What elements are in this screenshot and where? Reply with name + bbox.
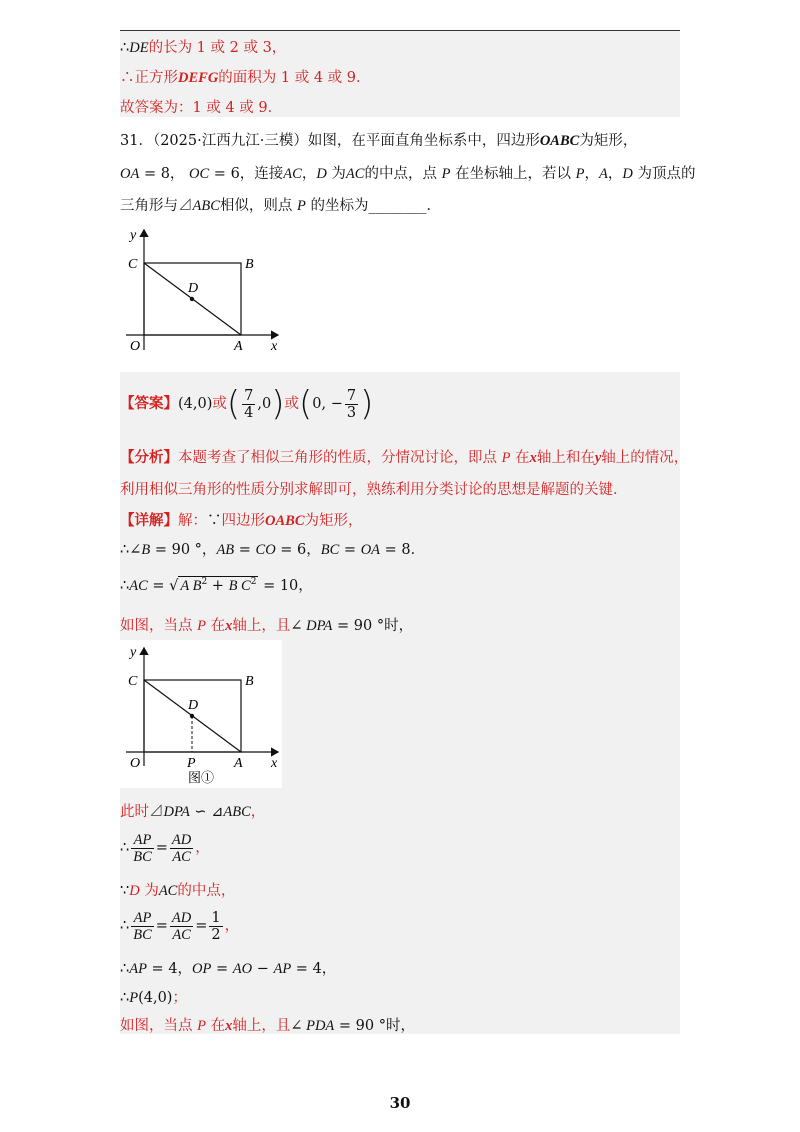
sqrt-expression: A $B^2 + B$ $C^2$: [180, 577, 257, 594]
figure-2: [118, 640, 288, 788]
step-line-7: 如图，当点 P 在x轴上，且∠ PDA = 90 °时，: [120, 1018, 415, 1034]
fraction-ap-bc: $\frac{AP}{BC}$: [133, 831, 152, 865]
fraction-7-3: $\frac{7}{3}$: [346, 387, 357, 421]
label-p: P: [187, 756, 196, 771]
page-number: 30: [389, 1094, 411, 1112]
analysis-line-1: 【分析】本题考查了相似三角形的性质，分情况讨论，即点 P 在x轴上和在y轴上的情况，: [120, 449, 689, 466]
label-d: D: [188, 281, 199, 296]
figure-caption: 图①: [188, 770, 215, 785]
answer-line: 【答案】(4,0)或( $\frac{7}{4}$ ,0)或(0, − $\frac{7}{3}$ ): [120, 384, 374, 424]
step-line-2: ∴ $\frac{AP}{BC}$ = $\frac{AD}{AC}$ ，: [120, 831, 210, 865]
label-a: A: [234, 339, 243, 354]
fraction-7-4: $\frac{7}{4}$: [244, 387, 254, 421]
fraction-ap-bc: $\frac{AP}{BC}$: [133, 909, 152, 943]
question-line-1: 31．（2025·江西九江·三模）如图，在平面直角坐标系中，四边形OABC为矩形，: [120, 133, 638, 149]
detail-line-2: ∴∠B = 90 °，AB = CO = 6，BC = OA = 8．: [120, 542, 426, 558]
fraction-one-half: $\frac{1}{2}$: [211, 909, 221, 943]
label-x: x: [271, 339, 278, 354]
step-line-1: 此时⊿DPA ∽ ⊿ABC，: [120, 804, 266, 820]
question-line-3: 三角形与⊿ABC相似，则点 P 的坐标为________．: [120, 198, 441, 214]
label-y: y: [130, 228, 137, 243]
detail-line-3: ∴AC = √ A $B^2 + B$ $C^2 = 10$，: [120, 577, 313, 594]
label-a: A: [234, 756, 243, 771]
prev-line-2: ∴正方形DEFG的面积为 1 或 4 或 9．: [120, 70, 371, 86]
step-line-5: ∴AP = 4，OP = AO − AP = 4，: [120, 961, 337, 977]
detail-line-4: 如图，当点 P 在x轴上，且∠ DPA = 90 °时，: [120, 618, 414, 634]
label-c: C: [128, 674, 138, 689]
label-c: C: [128, 257, 138, 272]
label-b: B: [245, 257, 254, 272]
step-line-4: ∴ $\frac{AP}{BC}$ = $\frac{AD}{AC}$ = $\frac{1}{2}$ ，: [120, 909, 240, 943]
analysis-line-2: 利用相似三角形的性质分别求解即可，熟练利用分类讨论的思想是解题的关键．: [120, 482, 628, 498]
point-d: [190, 714, 194, 718]
step-line-6: ∴P(4,0)；: [120, 990, 187, 1006]
fraction-ad-ac: $\frac{AD}{AC}$: [171, 909, 192, 943]
step-line-3: ∵D 为AC的中点，: [120, 883, 236, 899]
label-y: y: [130, 645, 137, 660]
label-x: x: [271, 756, 278, 771]
point-d: [190, 297, 194, 301]
detail-line-1: 【详解】解：∵四边形OABC为矩形，: [120, 512, 363, 529]
question-line-2: OA = 8， OC = 6，连接AC，D 为AC的中点，点 P 在坐标轴上，若以 P，A，D 为顶点的: [120, 166, 696, 182]
label-b: B: [245, 674, 254, 689]
figure-1: [118, 222, 288, 358]
label-o: O: [130, 756, 141, 771]
prev-line-3: 故答案为：1 或 4 或 9．: [120, 100, 283, 116]
label-d: D: [188, 698, 199, 713]
label-o: O: [130, 339, 141, 354]
prev-line-1: ∴DE的长为 1 或 2 或 3，: [120, 40, 287, 56]
fraction-ad-ac: $\frac{AD}{AC}$: [171, 831, 192, 865]
